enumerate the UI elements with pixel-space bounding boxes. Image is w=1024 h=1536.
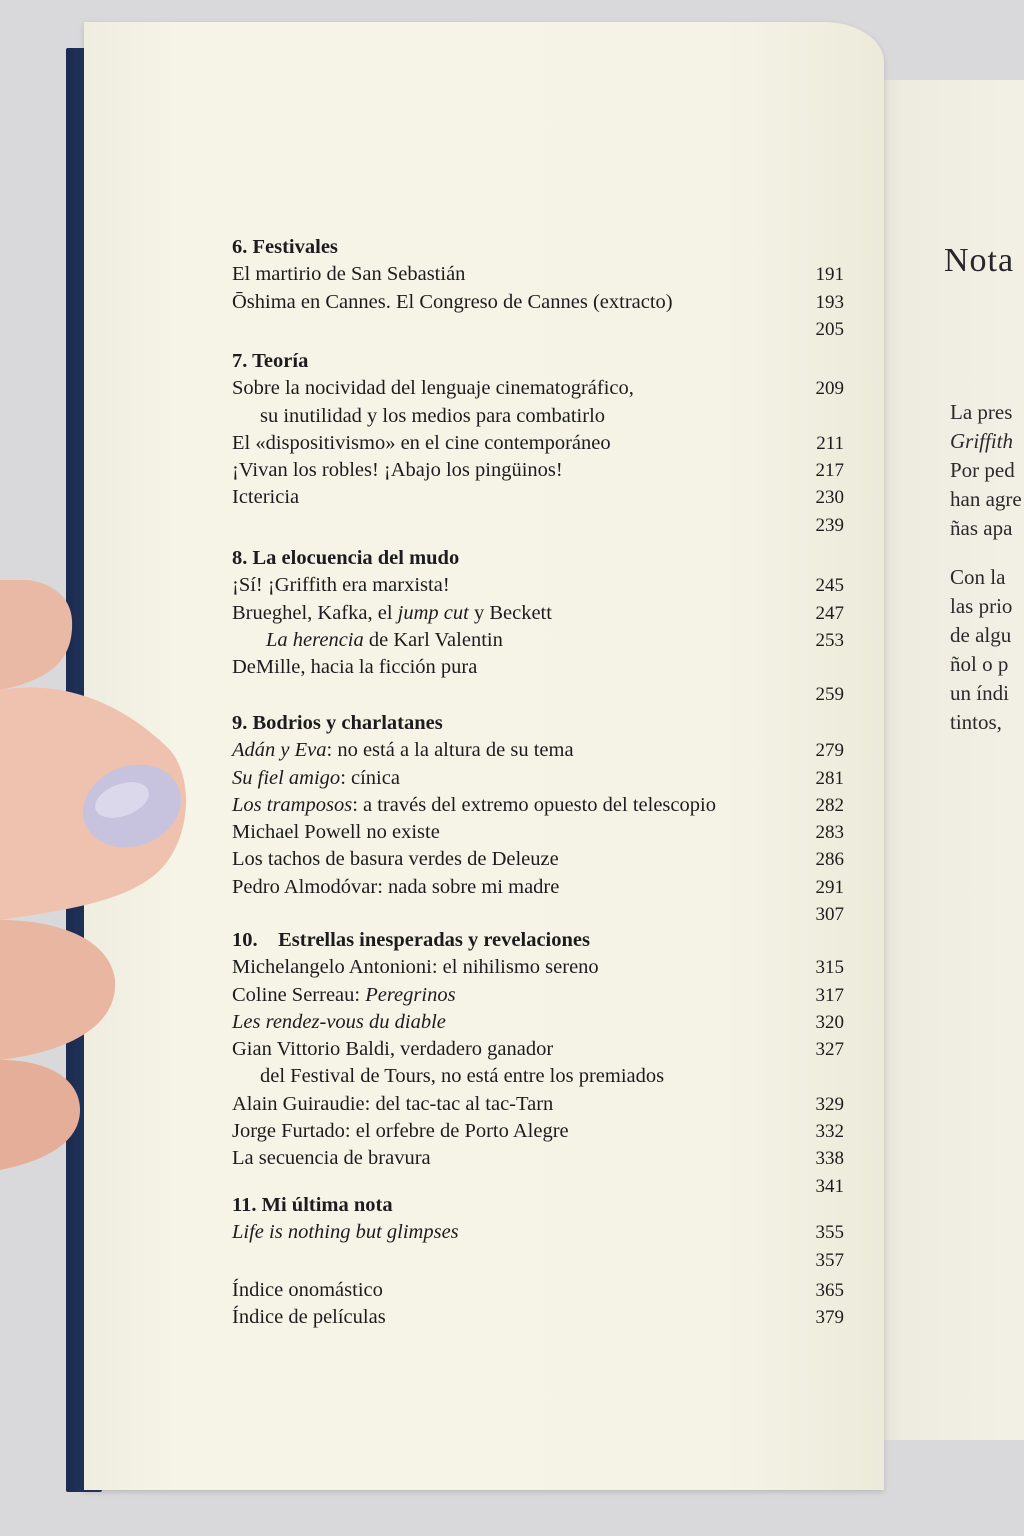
section-heading: [232, 1192, 844, 1219]
toc-section: [232, 348, 844, 539]
toc-entry-page-number: 320: [815, 1011, 844, 1033]
toc-entry-page-number: 247: [815, 602, 844, 624]
toc-entry-title-part: La herencia: [266, 628, 364, 651]
toc-entry[interactable]: [232, 457, 844, 484]
toc-entry-page-number: 291: [815, 876, 844, 898]
toc-entry-page-number: 209: [815, 378, 844, 400]
toc-entry-title: [266, 627, 503, 654]
toc-entry[interactable]: [232, 681, 844, 708]
toc-entry-page-number: 211: [816, 432, 844, 454]
toc-entry-title-part: Brueghel, Kafka, el: [232, 601, 398, 624]
section-heading: [232, 348, 844, 375]
toc-entry-title: [232, 792, 716, 819]
toc-entry-title: Pedro Almodóvar: nada sobre mi madre: [232, 875, 560, 898]
toc-entry-page-number: 282: [815, 794, 844, 816]
toc-entry-title: La secuencia de bravura: [232, 1147, 431, 1170]
toc-section: [232, 545, 844, 709]
section-heading-text: 11. Mi última nota: [232, 1194, 393, 1216]
toc-entry-title: El «dispositivismo» en el cine contemporáneo: [232, 431, 611, 454]
toc-entry-title: Michelangelo Antonioni: el nihilismo sereno: [232, 956, 599, 979]
section-heading-text: 8. La elocuencia del mudo: [232, 547, 460, 569]
right-line: ñas apa: [950, 516, 1013, 540]
toc-entry[interactable]: [232, 572, 844, 599]
toc-entry-title: Gian Vittorio Baldi, verdadero ganador: [232, 1038, 554, 1061]
toc-entry-title: [232, 1009, 446, 1036]
toc-entry-page-number: 193: [815, 291, 844, 313]
toc-entry-title: del Festival de Tours, no está entre los premiados: [260, 1065, 665, 1088]
toc-entry-title-part: : cínica: [340, 766, 400, 789]
section-heading: [232, 234, 844, 261]
toc-entry-page-number: 230: [815, 487, 844, 509]
section-heading-text: 10. Estrellas inesperadas y revelaciones: [232, 929, 590, 951]
toc-entry-page-number: 357: [815, 1249, 844, 1271]
toc-entry-title: Ōshima en Cannes. El Congreso de Cannes (extracto): [232, 290, 673, 313]
toc-entry[interactable]: [232, 1118, 844, 1145]
toc-entry[interactable]: [232, 1247, 844, 1274]
table-of-contents: [84, 22, 884, 1490]
toc-entry-title-part: : no está a la altura de su tema: [326, 739, 574, 762]
hand-holding-book: [0, 580, 190, 1180]
right-line: las prio: [950, 594, 1013, 618]
toc-entry-title: Índice onomástico: [232, 1279, 383, 1301]
right-page-title: Nota: [944, 242, 1015, 279]
toc-entry[interactable]: [232, 375, 844, 402]
toc-entry[interactable]: [232, 654, 844, 681]
toc-entry-title-part: Su fiel amigo: [232, 766, 341, 789]
toc-entry[interactable]: [232, 430, 844, 457]
toc-entry[interactable]: [232, 1145, 844, 1172]
toc-entry-title: DeMille, hacia la ficción pura: [232, 656, 478, 679]
toc-entry[interactable]: [232, 600, 844, 627]
toc-entry[interactable]: [232, 765, 844, 792]
right-line: Por ped: [950, 458, 1015, 482]
toc-entry-page-number: 365: [815, 1280, 844, 1301]
toc-entry-page-number: 317: [815, 984, 844, 1006]
toc-entry[interactable]: [232, 737, 844, 764]
toc-entry-page-number: 191: [815, 264, 844, 286]
toc-section: [232, 927, 844, 1200]
toc-entry-title: [232, 1219, 459, 1246]
toc-entry[interactable]: [232, 1036, 844, 1063]
toc-section: [232, 1192, 844, 1274]
toc-entry[interactable]: [232, 261, 844, 288]
toc-entry-page-number: 338: [815, 1148, 844, 1170]
toc-entry-title: Índice de películas: [232, 1306, 386, 1329]
toc-entry-page-number: 355: [815, 1222, 844, 1244]
section-heading-text: 9. Bodrios y charlatanes: [232, 712, 443, 734]
toc-entry-title-part: y Beckett: [468, 601, 552, 624]
right-line: La pres: [950, 400, 1013, 424]
toc-entry-title: ¡Vivan los robles! ¡Abajo los pingüinos!: [232, 459, 563, 482]
toc-entry-page-number: 286: [815, 849, 844, 871]
right-line: Griffith: [950, 429, 1014, 453]
section-heading-text: 7. Teoría: [232, 350, 309, 372]
toc-entry[interactable]: [232, 792, 844, 819]
toc-entry-title: El martirio de San Sebastián: [232, 263, 466, 286]
toc-entry[interactable]: [232, 954, 844, 981]
toc-entry-title: Jorge Furtado: el orfebre de Porto Alegre: [232, 1120, 569, 1143]
toc-entry[interactable]: [232, 1219, 844, 1246]
toc-entry-title: [232, 600, 552, 627]
toc-entry[interactable]: [232, 627, 844, 654]
right-line: un índi: [950, 681, 1009, 705]
right-page: [868, 80, 1024, 1440]
toc-entry[interactable]: [232, 982, 844, 1009]
toc-entry-page-number: 253: [815, 629, 844, 651]
toc-entry-title: Alain Guiraudie: del tac-tac al tac-Tarn: [232, 1092, 554, 1115]
toc-entry-page-number: 239: [815, 514, 844, 536]
toc-entry-title: Ictericia: [232, 486, 300, 509]
toc-entry[interactable]: [232, 512, 844, 539]
right-line: han agre: [950, 487, 1022, 511]
toc-entry-page-number: 279: [815, 740, 844, 762]
section-heading-text: 6. Festivales: [232, 236, 338, 258]
right-line: tintos,: [950, 710, 1002, 734]
toc-entry[interactable]: [232, 1063, 844, 1090]
toc-entry-title: [232, 765, 400, 792]
right-line: Con la: [950, 565, 1006, 589]
toc-entry-title-part: Peregrinos: [365, 983, 456, 1006]
toc-entry-title-part: Adán y Eva: [232, 739, 327, 762]
toc-entry[interactable]: [232, 484, 844, 511]
toc-entry-title-part: de Karl Valentin: [363, 628, 503, 651]
toc-entry-title: ¡Sí! ¡Griffith era marxista!: [232, 574, 450, 597]
toc-entry-title-part: Los tramposos: [232, 793, 353, 816]
toc-entry-title-part: Coline Serreau:: [232, 983, 366, 1006]
toc-entry-page-number: 332: [815, 1121, 844, 1143]
right-line: de algu: [950, 623, 1012, 647]
right-line: ñol o p: [950, 652, 1009, 676]
toc-entry[interactable]: [232, 1304, 844, 1331]
toc-entry[interactable]: [232, 901, 844, 928]
toc-entry-page-number: 307: [815, 904, 844, 926]
toc-section: [232, 710, 844, 928]
toc-entry-title: Los tachos de basura verdes de Deleuze: [232, 848, 559, 871]
toc-entry-title: Michael Powell no existe: [232, 821, 440, 844]
toc-entry[interactable]: [232, 289, 844, 316]
toc-entry[interactable]: [232, 316, 844, 343]
toc-entry-page-number: 245: [815, 575, 844, 597]
toc-entry-page-number: 379: [815, 1307, 844, 1329]
toc-section: [232, 1277, 844, 1332]
toc-entry-title-part: : a través del extremo opuesto del telescopio: [352, 793, 716, 816]
right-page-text: [950, 398, 1022, 737]
toc-entry-title: Sobre la nocividad del lenguaje cinematográfico,: [232, 377, 634, 400]
toc-entry[interactable]: [232, 1091, 844, 1118]
section-heading: [232, 927, 844, 954]
toc-entry[interactable]: [232, 846, 844, 873]
toc-entry-page-number: 341: [815, 1175, 844, 1197]
toc-entry-page-number: 259: [815, 684, 844, 706]
toc-entry-title-part: Les rendez-vous du diable: [232, 1010, 446, 1033]
toc-section: [232, 234, 844, 343]
toc-entry-page-number: 283: [815, 822, 844, 844]
toc-entry-title: [232, 982, 456, 1009]
toc-entry[interactable]: [232, 1009, 844, 1036]
toc-entry-page-number: 327: [815, 1039, 844, 1061]
section-heading: [232, 545, 844, 572]
left-page: [84, 22, 884, 1490]
toc-entry-page-number: 315: [815, 957, 844, 979]
section-heading: [232, 710, 844, 737]
toc-entry-title: [232, 737, 574, 764]
toc-entry[interactable]: [232, 874, 844, 901]
toc-entry[interactable]: [232, 403, 844, 430]
toc-entry-page-number: 217: [815, 460, 844, 482]
toc-entry-title-part: Life is nothing but glimpses: [232, 1221, 459, 1244]
toc-entry-title-part: jump cut: [397, 601, 469, 624]
toc-entry[interactable]: [232, 819, 844, 846]
toc-entry-page-number: 205: [815, 318, 844, 340]
toc-entry-title: su inutilidad y los medios para combatirlo: [260, 404, 606, 427]
toc-entry[interactable]: [232, 1277, 844, 1304]
toc-entry-page-number: 281: [815, 767, 844, 789]
toc-entry-page-number: 329: [815, 1093, 844, 1115]
